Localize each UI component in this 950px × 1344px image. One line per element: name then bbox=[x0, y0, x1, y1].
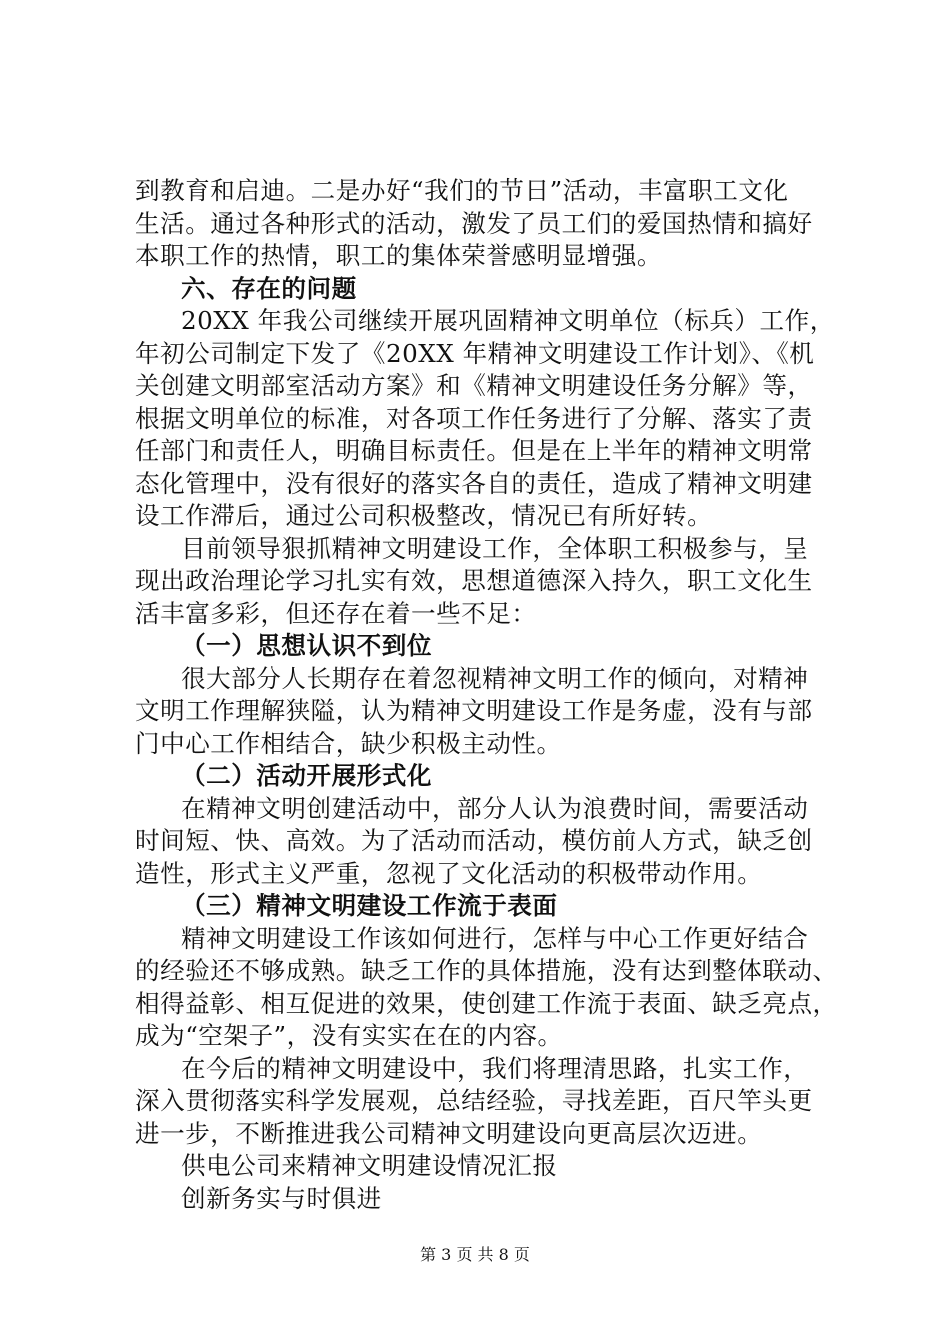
paragraph-line: 相得益彰、相互促进的效果，使创建工作流于表面、缺乏亮点， bbox=[135, 988, 838, 1018]
paragraph-line: 设工作滞后，通过公司积极整改，情况已有所好转。 bbox=[135, 501, 713, 530]
paragraph-line: 本职工作的热情，职工的集体荣誉感明显增强。 bbox=[135, 241, 662, 270]
paragraph-line: 的经验还不够成熟。缺乏工作的具体措施，没有达到整体联动、 bbox=[135, 956, 838, 985]
paragraph-line: 到教育和启迪。二是办好“我们的节日”活动，丰富职工文化 bbox=[135, 176, 789, 205]
section-heading: （三）精神文明建设工作流于表面 bbox=[181, 891, 558, 920]
paragraph-line: 造性，形式主义严重，忽视了文化活动的积极带动作用。 bbox=[135, 858, 763, 888]
paragraph-line: 很大部分人长期存在着忽视精神文明工作的倾向，对精神 bbox=[181, 663, 809, 693]
paragraph-line: 态化管理中，没有很好的落实各自的责任，造成了精神文明建 bbox=[135, 468, 813, 498]
section-heading: 六、存在的问题 bbox=[181, 273, 357, 303]
section-heading: （一）思想认识不到位 bbox=[181, 631, 432, 660]
paragraph-line: 供电公司来精神文明建设情况汇报 bbox=[181, 1151, 558, 1180]
paragraph-line: 根据文明单位的标准，对各项工作任务进行了分解、落实了责 bbox=[135, 403, 813, 433]
paragraph-line: 关创建文明部室活动方案》和《精神文明建设任务分解》等， bbox=[135, 371, 813, 400]
paragraph-line: 任部门和责任人，明确目标责任。但是在上半年的精神文明常 bbox=[135, 436, 813, 465]
paragraph-line: 深入贯彻落实科学发展观，总结经验，寻找差距，百尺竿头更 bbox=[135, 1086, 813, 1115]
paragraph-line: 进一步，不断推进我公司精神文明建设向更高层次迈进。 bbox=[135, 1118, 763, 1148]
paragraph-line: 20XX 年我公司继续开展巩固精神文明单位（标兵）工作， bbox=[181, 306, 835, 335]
section-heading: （二）活动开展形式化 bbox=[181, 761, 432, 790]
paragraph-line: 时间短、快、高效。为了活动而活动，模仿前人方式，缺乏创 bbox=[135, 826, 813, 855]
paragraph-line: 年初公司制定下发了《20XX 年精神文明建设工作计划》、《机 bbox=[135, 338, 815, 368]
page-footer: 第 3 页 共 8 页 bbox=[420, 1245, 530, 1264]
paragraph-line: 文明工作理解狭隘，认为精神文明建设工作是务虚，没有与部 bbox=[135, 696, 813, 725]
paragraph-line: 成为“空架子”，没有实实在在的内容。 bbox=[135, 1021, 563, 1050]
paragraph-line: 现出政治理论学习扎实有效，思想道德深入持久，职工文化生 bbox=[135, 566, 813, 595]
document-body bbox=[135, 175, 855, 1215]
paragraph-line: 门中心工作相结合，缺少积极主动性。 bbox=[135, 728, 562, 758]
paragraph-line: 目前领导狠抓精神文明建设工作，全体职工积极参与，呈 bbox=[181, 533, 809, 563]
paragraph-line: 生活。通过各种形式的活动，激发了员工们的爱国热情和搞好 bbox=[135, 208, 813, 238]
paragraph-line: 在精神文明创建活动中，部分人认为浪费时间，需要活动 bbox=[181, 793, 809, 823]
paragraph-line: 在今后的精神文明建设中，我们将理清思路，扎实工作， bbox=[181, 1053, 809, 1083]
paragraph-line: 创新务实与时俱进 bbox=[181, 1183, 382, 1213]
paragraph-line: 活丰富多彩，但还存在着一些不足： bbox=[135, 598, 537, 628]
paragraph-line: 精神文明建设工作该如何进行，怎样与中心工作更好结合 bbox=[181, 923, 809, 953]
